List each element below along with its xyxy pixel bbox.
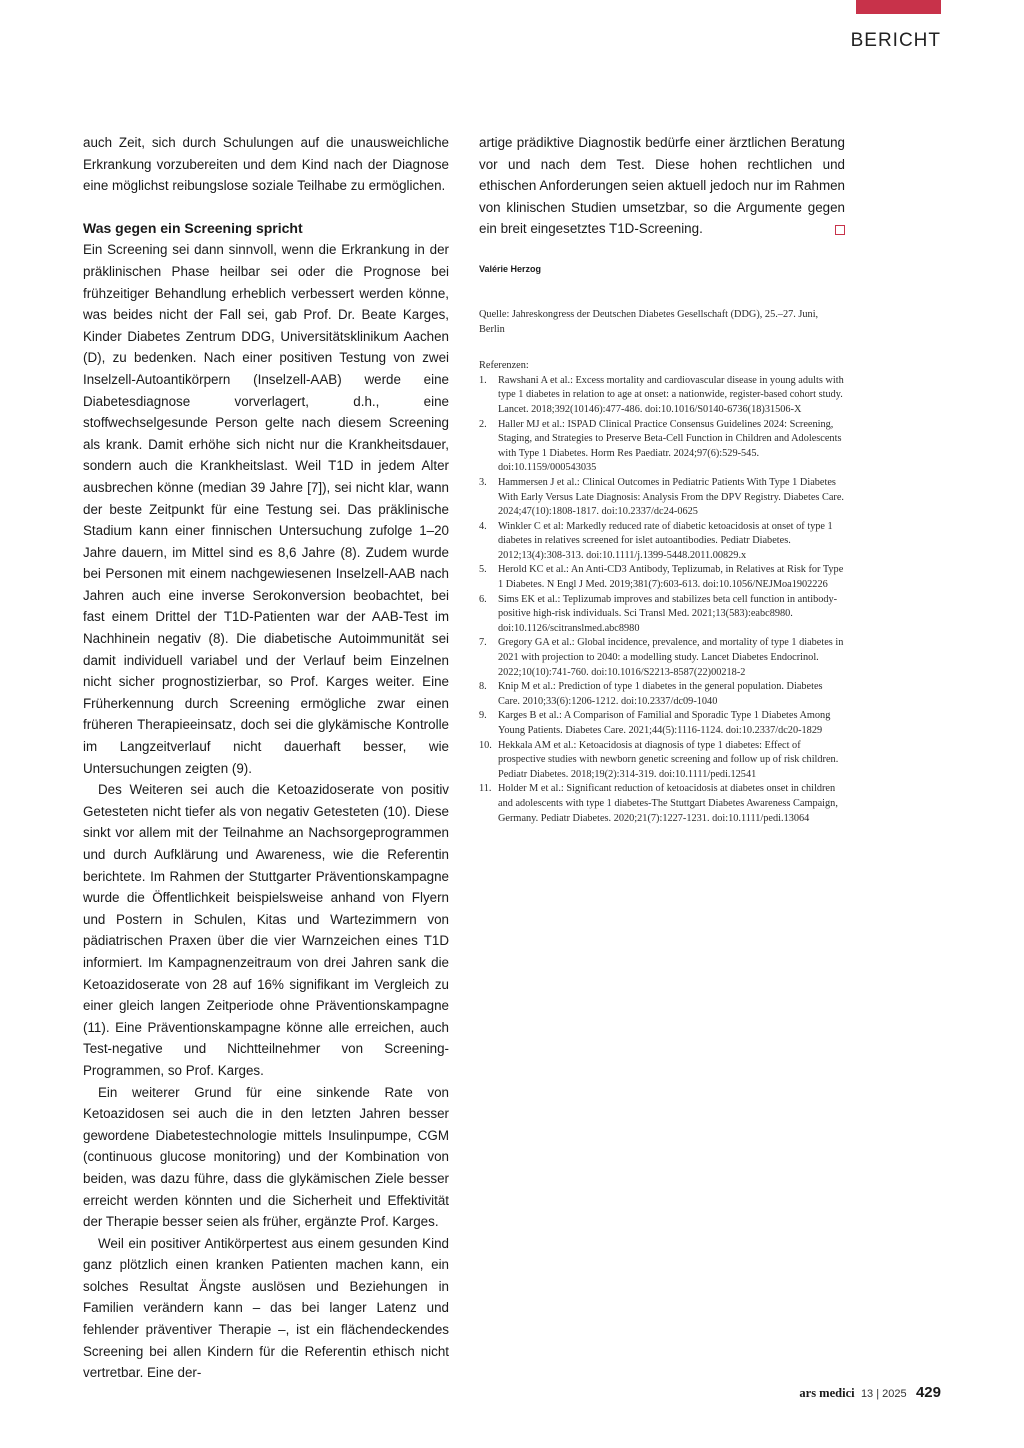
reference-number: 6. xyxy=(479,593,487,605)
reference-text: Holder M et al.: Significant reduction of ketoacidosis at diabetes onset in children and adolescents with type 1 diabetes-The Stuttgart Diabetes Awareness Campaign, Germany. Pediatr Diabetes. 2020;21(7):1227-1231. doi:10.1111/pedi.13064 xyxy=(498,783,838,824)
reference-item xyxy=(479,709,845,738)
reference-number: 11. xyxy=(479,783,492,795)
reference-item xyxy=(479,418,845,476)
reference-item xyxy=(479,782,845,826)
reference-number: 5. xyxy=(479,564,487,576)
right-column xyxy=(479,132,845,826)
body-paragraph xyxy=(479,132,845,240)
body-paragraph: Des Weiteren sei auch die Ketoazidoserate von positiv Getesteten nicht tiefer als von negativ Getesteten (10). Diese sinkt vor allem mit der Teilnahme an Nachsorgeprogrammen und durch Aufklärung und Awareness, wie die Referentin berichtete. Im Rahmen der Stuttgarter Präventionskampagne wurde die Öffentlichkeit beispielsweise anhand von Flyern und Postern in Schulen, Kitas und Wartezimmern von pädiatrischen Praxen über die vier Warnzeichen eines T1D informiert. Im Kampagnenzeitraum von drei Jahren sank die Ketoazidoserate von 28 auf 16% signifikant im Vergleich zu einer gleich langen Zeitperiode ohne Präventionskampagne (11). Eine Präventionskampagne könne alle erreichen, auch Test-negative und Nichtteilnehmer von Screening-Programmen, so Prof. Karges. xyxy=(83,782,449,1078)
reference-item xyxy=(479,520,845,564)
reference-text: Haller MJ et al.: ISPAD Clinical Practice Consensus Guidelines 2024: Screening, Staging, and Strategies to Preserve Beta-Cell Function in Children and Adolescents with Type 1 Diabetes. Horm Res Paediatr. 2024;97(6):529-545. doi:10.1159/000543035 xyxy=(498,418,842,474)
reference-number: 1. xyxy=(479,374,487,386)
article-end-square-icon xyxy=(835,225,845,235)
reference-number: 7. xyxy=(479,637,487,649)
reference-text: Knip M et al.: Prediction of type 1 diabetes in the general population. Diabetes Care. 2010;33(6):1206-1212. doi:10.2337/dc09-1040 xyxy=(498,681,823,707)
body-paragraph: auch Zeit, sich durch Schulungen auf die unausweichliche Erkrankung vorzubereiten und dem Kind nach der Diagnose eine möglichst reibungslose soziale Teilhabe zu ermöglichen. xyxy=(83,135,449,194)
reference-item xyxy=(479,680,845,709)
reference-text: Gregory GA et al.: Global incidence, prevalence, and mortality of type 1 diabetes in 2021 with projection to 2040: a modelling study. Lancet Diabetes Endocrinol. 2022;10(10):741-760. doi:10.1016/S2213-8587(22)00218-2 xyxy=(498,637,844,678)
reference-text: Winkler C et al: Markedly reduced rate of diabetic ketoacidosis at onset of type 1 diabetes in relatives screened for islet autoantibodies. Pediatr Diabetes. 2012;13(4):308-313. doi:10.1111/j.1399-5448.2011.00829.x xyxy=(498,520,833,561)
reference-number: 9. xyxy=(479,710,487,722)
reference-number: 3. xyxy=(479,476,487,488)
references-list xyxy=(479,374,845,826)
reference-text: Hekkala AM et al.: Ketoacidosis at diagnosis of type 1 diabetes: Effect of prospective studies with newborn genetic screening and follow up of risk children. Pediatr Diabetes. 2018;19(2):314-319. doi:10.1111/pedi.12541 xyxy=(498,739,839,780)
reference-item xyxy=(479,593,845,637)
section-heading: Was gegen ein Screening spricht xyxy=(83,219,303,236)
reference-item xyxy=(479,563,845,592)
reference-item xyxy=(479,739,845,783)
body-paragraph: Ein Screening sei dann sinnvoll, wenn die Erkrankung in der präklinischen Phase heilbar sei oder die Prognose bei frühzeitiger Behandlung erheblich verbessert werden könne, was beides nicht der Fall sei, gab Prof. Dr. Beate Karges, Kinder Diabetes Zentrum DDG, Universitätsklinikum Aachen (D), zu bedenken. Nach einer positiven Testung von zwei Inselzell-Autoantikörpern (Inselzell-AAB) werde eine Diabetesdiagnose vorverlagert, d.h., eine stoffwechselgesunde Person gelte nach diesem Screening als krank. Damit erhöhe sich nicht nur die Krankheitsdauer, sondern auch die Krankheitslast. Weil T1D in jedem Alter ausbrechen könne (median 39 Jahre [7]), sei nicht klar, wann der beste Zeitpunkt für eine Testung sei. Das präklinische Stadium kann einer finnischen Untersuchung zufolge 1–20 Jahre dauern, im Mittel sind es 8,6 Jahre (8). Zudem wurde bei Personen mit einem nachgewiesenen Inselzell-AAB nach Jahren auch eine inverse Serokonversion beobachtet, bei fast einem Drittel der T1D-Patienten war der AAB-Test im Nachhinein negativ (8). Die diabetische Autoimmunität sei damit individuell variabel und der Verlauf beim Einzelnen nicht sicher prognostizierbar, so Prof. Karges weiter. Eine Früherkennung durch Screening ermögliche zwar einen früheren Therapieeinsatz, doch sei die glykämische Kontrolle im Langzeitverlauf nicht dauerhaft besser, wie Untersuchungen zeigten (9). xyxy=(83,242,449,776)
issue-number: 13 | 2025 xyxy=(860,1388,907,1400)
reference-item xyxy=(479,636,845,680)
reference-number: 10. xyxy=(479,739,492,751)
source-note: Quelle: Jahreskongress der Deutschen Diabetes Gesellschaft (DDG), 25.–27. Juni, Berlin xyxy=(479,308,819,335)
section-label: BERICHT xyxy=(850,30,941,51)
body-paragraph: Ein weiterer Grund für eine sinkende Rate von Ketoazidosen sei auch die in den letzten Jahren besser gewordene Diabetestechnologie mittels Insulinpumpe, CGM (continuous glucose monitoring) und der Kombination von beiden, was dazu führe, dass die glykämischen Ziele besser erreicht werden könnten und die Sicherheit und Effektivität der Therapie besser seien als früher, ergänzte Prof. Karges. xyxy=(83,1084,449,1230)
section-color-tab xyxy=(856,0,941,14)
reference-text: Karges B et al.: A Comparison of Familial and Sporadic Type 1 Diabetes Among Young Patients. Diabetes Care. 2021;44(5):1116-1124. doi:10.2337/dc20-1829 xyxy=(498,710,831,736)
references-block xyxy=(479,359,845,826)
reference-text: Rawshani A et al.: Excess mortality and cardiovascular disease in young adults with type 1 diabetes in relation to age at onset: a nationwide, register-based cohort study. Lancet. 2018;392(10146):477-486. doi:10.1016/S0140-6736(18)31506-X xyxy=(498,374,844,415)
body-paragraph: Weil ein positiver Antikörpertest aus einem gesunden Kind ganz plötzlich einen kranken Patienten machen kann, ein solches Resultat Ängste auslösen und Beziehungen in Familien verändern kann – das bei langer Latenz und fehlender präventiver Therapie –, ist ein flächendeckendes Screening bei allen Kindern für die Referentin ethisch nicht vertretbar. Eine der- xyxy=(83,1235,449,1381)
references-title: Referenzen: xyxy=(479,360,529,372)
page-footer xyxy=(799,1384,941,1401)
journal-brand: ars medici xyxy=(799,1386,855,1400)
reference-item xyxy=(479,374,845,418)
reference-text: Hammersen J et al.: Clinical Outcomes in Pediatric Patients With Type 1 Diabetes With Early Versus Late Diagnosis: Analysis From the DPV Registry. Diabetes Care. 2024;47(10):1808-1817. doi:10.2337/dc24-0625 xyxy=(498,476,845,518)
reference-number: 2. xyxy=(479,418,487,430)
body-paragraph-text: artige prädiktive Diagnostik bedürfe einer ärztlichen Beratung vor und nach dem Test. Diese hohen rechtlichen und ethischen Anforderungen seien aktuell jedoch nur im Rahmen von klinischen Studien umsetzbar, so die Argumente gegen ein breit eingesetztes T1D-Screening. xyxy=(479,135,845,237)
author-name: Valérie Herzog xyxy=(479,263,542,274)
reference-number: 8. xyxy=(479,681,487,693)
left-column xyxy=(83,132,449,1384)
reference-text: Sims EK et al.: Teplizumab improves and stabilizes beta cell function in antibody-positive high-risk individuals. Sci Transl Med. 2021;13(583):eabc8980. doi:10.1126/scitranslmed.abc8980 xyxy=(498,593,838,634)
page-number: 429 xyxy=(915,1384,941,1401)
reference-item xyxy=(479,476,845,520)
reference-text: Herold KC et al.: An Anti-CD3 Antibody, Teplizumab, in Relatives at Risk for Type 1 Diabetes. N Engl J Med. 2019;381(7):603-613. doi:10.1056/NEJMoa1902226 xyxy=(498,564,844,591)
reference-number: 4. xyxy=(479,520,487,532)
